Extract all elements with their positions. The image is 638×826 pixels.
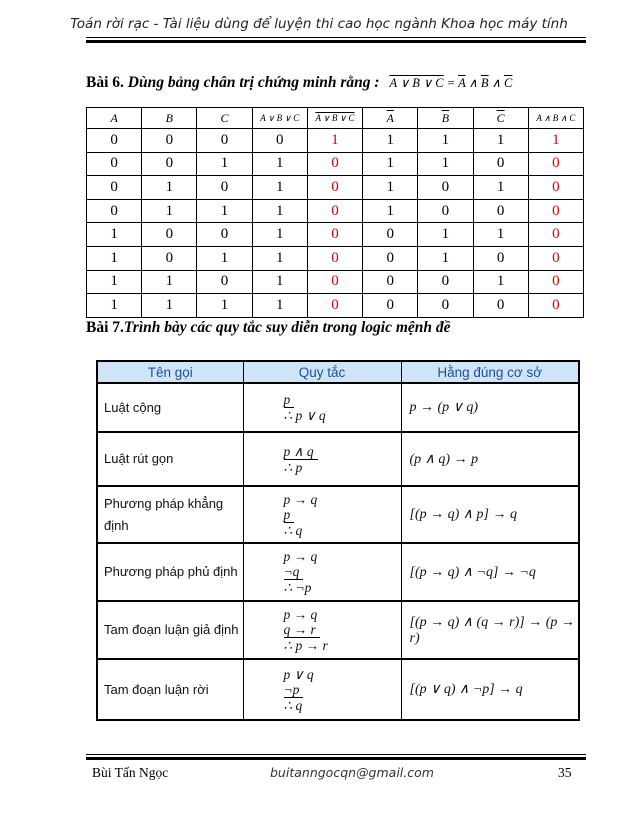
truth-table-cell: 0 <box>473 199 528 223</box>
exercise-6-text: Dùng bảng chân trị chứng minh rằng : <box>127 74 380 91</box>
truth-table-cell: 0 <box>307 176 362 200</box>
rules-row <box>97 432 579 486</box>
truth-header-not-b <box>418 108 473 129</box>
rule-premise: p → q <box>283 491 318 507</box>
rules-header-name: Tên gọi <box>97 361 243 383</box>
rule-name: Tam đoạn luận giả định <box>97 601 243 659</box>
rule-tautology: p → (p ∨ q) <box>401 383 579 432</box>
truth-header-and-nots: A ∧ B ∧ C <box>528 108 583 129</box>
truth-table-cell: 1 <box>528 129 583 153</box>
rules-row <box>97 543 579 601</box>
rule-name: Phương pháp phủ định <box>97 543 243 601</box>
truth-table-row <box>87 270 584 294</box>
rule-inference <box>243 383 401 432</box>
page-header-title: Toán rời rạc - Tài liệu dùng để luyện thi cao học ngành Khoa học máy tính <box>70 16 568 32</box>
truth-table-cell: 1 <box>142 199 197 223</box>
truth-table-row <box>87 246 584 270</box>
exercise-7-text: Trình bày các quy tắc suy diễn trong logic mệnh đề <box>123 319 451 336</box>
truth-header-a: A <box>87 108 142 129</box>
truth-table-cell: 0 <box>307 246 362 270</box>
rules-header-row <box>97 361 579 383</box>
truth-table-cell: 1 <box>197 199 252 223</box>
truth-table-cell: 0 <box>528 223 583 247</box>
truth-table-cell: 1 <box>197 294 252 318</box>
rule-inference <box>243 601 401 659</box>
truth-table-cell: 1 <box>418 223 473 247</box>
truth-table-header-row <box>87 108 584 129</box>
exercise-6-formula <box>389 76 512 90</box>
footer-divider-thick <box>86 757 586 760</box>
rule-tautology: [(p → q) ∧ (q → r)] → (p → r) <box>401 601 579 659</box>
rule-premise: q → r <box>284 622 320 638</box>
footer-divider <box>86 754 586 755</box>
rule-inference <box>243 659 401 720</box>
truth-table-cell: 1 <box>87 294 142 318</box>
rule-tautology: [(p → q) ∧ ¬q] → ¬q <box>401 543 579 601</box>
truth-table-cell: 0 <box>528 246 583 270</box>
truth-header-b: B <box>142 108 197 129</box>
truth-table-cell: 1 <box>197 152 252 176</box>
rule-conclusion: ∴ q <box>283 697 303 713</box>
truth-table-cell: 1 <box>252 176 307 200</box>
truth-table-cell: 0 <box>142 152 197 176</box>
truth-table-cell: 1 <box>252 152 307 176</box>
formula-rhs-c: $\overline{C}$ <box>503 76 513 90</box>
rules-row <box>97 486 579 543</box>
truth-table-row <box>87 199 584 223</box>
exercise-6-label: Bài 6. <box>86 74 124 91</box>
truth-table-cell: 1 <box>142 176 197 200</box>
truth-table-cell: 0 <box>418 176 473 200</box>
rule-name: Luật rút gọn <box>97 432 243 486</box>
truth-table-cell: 0 <box>87 129 142 153</box>
truth-table-cell: 0 <box>307 199 362 223</box>
formula-and-1: ∧ <box>465 76 481 90</box>
rules-header-tautology: Hằng đúng cơ sở <box>401 361 579 383</box>
truth-table-cell: 0 <box>307 294 362 318</box>
rule-tautology: [(p ∨ q) ∧ ¬p] → q <box>401 659 579 720</box>
rules-row <box>97 601 579 659</box>
truth-table-cell: 0 <box>307 223 362 247</box>
truth-table-cell: 0 <box>142 246 197 270</box>
truth-table-cell: 0 <box>528 294 583 318</box>
truth-table-cell: 1 <box>473 223 528 247</box>
truth-header-or: A ∨ B ∨ C <box>252 108 307 129</box>
truth-table-cell: 0 <box>307 270 362 294</box>
rule-inference <box>243 543 401 601</box>
truth-table-cell: 1 <box>473 176 528 200</box>
truth-table-cell: 0 <box>528 199 583 223</box>
truth-table-cell: 0 <box>87 152 142 176</box>
truth-table-cell: 0 <box>528 270 583 294</box>
rule-premise: p → q <box>283 607 318 622</box>
truth-header-not-or-text: A ∨ B ∨ C <box>315 112 355 123</box>
footer-page-number: 35 <box>558 765 572 780</box>
formula-rhs-a: $\overline{A}$ <box>458 76 466 90</box>
truth-table-cell: 1 <box>363 176 418 200</box>
truth-table-cell: 1 <box>473 129 528 153</box>
rule-premise: p <box>284 507 295 523</box>
truth-header-not-a-text: $\overline{A}$ <box>386 110 394 125</box>
rule-conclusion: ∴ q <box>283 522 303 538</box>
truth-header-not-b-text: $\overline{B}$ <box>441 110 450 125</box>
truth-table-cell: 1 <box>473 270 528 294</box>
truth-table-cell: 0 <box>142 129 197 153</box>
truth-table-cell: 0 <box>252 129 307 153</box>
truth-table-row <box>87 223 584 247</box>
truth-table-cell: 1 <box>87 270 142 294</box>
truth-table-cell: 0 <box>197 223 252 247</box>
truth-table-cell: 1 <box>87 246 142 270</box>
header-divider <box>86 37 586 38</box>
truth-table-cell: 1 <box>418 129 473 153</box>
rule-name: Phương pháp khẳng định <box>97 486 243 543</box>
truth-table-row <box>87 176 584 200</box>
formula-equals: = <box>443 76 459 90</box>
truth-table-cell: 0 <box>473 294 528 318</box>
truth-table-cell: 0 <box>528 176 583 200</box>
truth-table-cell: 1 <box>418 246 473 270</box>
truth-table-cell: 0 <box>87 199 142 223</box>
truth-table-cell: 1 <box>363 199 418 223</box>
truth-header-not-a <box>363 108 418 129</box>
rule-tautology: (p ∧ q) → p <box>401 432 579 486</box>
rule-tautology: [(p → q) ∧ p] → q <box>401 486 579 543</box>
truth-table-cell: 0 <box>197 129 252 153</box>
truth-table-cell: 0 <box>197 176 252 200</box>
truth-table-cell: 1 <box>142 270 197 294</box>
truth-table-cell: 0 <box>363 270 418 294</box>
rule-premise: p <box>284 392 295 408</box>
truth-header-c: C <box>197 108 252 129</box>
rule-name: Luật cộng <box>97 383 243 432</box>
footer-email: buitanngocqn@gmail.com <box>270 765 434 780</box>
truth-header-not-or <box>307 108 362 129</box>
truth-table-cell: 1 <box>142 294 197 318</box>
truth-table-cell: 0 <box>418 270 473 294</box>
rule-premise: ¬q <box>284 564 304 580</box>
formula-rhs-b: $\overline{B}$ <box>480 76 489 90</box>
rule-conclusion: ∴ ¬p <box>283 580 312 595</box>
truth-table-cell: 0 <box>418 294 473 318</box>
truth-table-cell: 0 <box>197 270 252 294</box>
truth-table-cell: 1 <box>87 223 142 247</box>
truth-table-cell: 0 <box>363 294 418 318</box>
truth-header-not-c <box>473 108 528 129</box>
exercise-7-heading <box>86 319 451 337</box>
rule-conclusion: ∴ p → r <box>283 638 328 653</box>
truth-table-row <box>87 152 584 176</box>
truth-table-cell: 1 <box>363 152 418 176</box>
truth-table-row <box>87 129 584 153</box>
rule-name: Tam đoạn luận rời <box>97 659 243 720</box>
truth-table-cell: 0 <box>473 152 528 176</box>
truth-table-cell: 1 <box>307 129 362 153</box>
truth-table-cell: 0 <box>363 223 418 247</box>
truth-table-row <box>87 294 584 318</box>
formula-and-2: ∧ <box>488 76 504 90</box>
rule-inference <box>243 486 401 543</box>
truth-table-cell: 0 <box>418 199 473 223</box>
rule-premise: ¬p <box>284 682 304 698</box>
truth-table-cell: 1 <box>252 223 307 247</box>
rules-row <box>97 659 579 720</box>
truth-table-cell: 1 <box>252 199 307 223</box>
rule-premise: p ∨ q <box>283 666 314 682</box>
rule-conclusion: ∴ p <box>283 459 303 475</box>
exercise-6-heading <box>86 74 512 92</box>
truth-table-cell: 0 <box>473 246 528 270</box>
truth-table-cell: 1 <box>418 152 473 176</box>
truth-table-cell: 1 <box>197 246 252 270</box>
truth-table-cell: 1 <box>363 129 418 153</box>
footer-author: Bùi Tấn Ngọc <box>92 765 169 780</box>
truth-table <box>86 107 584 318</box>
header-divider-thick <box>86 40 586 43</box>
rules-header-rule: Quy tắc <box>243 361 401 383</box>
formula-lhs: A ∨ B ∨ C <box>389 76 444 90</box>
truth-header-not-c-text: $\overline{C}$ <box>496 110 505 125</box>
truth-table-cell: 0 <box>307 152 362 176</box>
truth-table-cell: 0 <box>363 246 418 270</box>
truth-table-cell: 1 <box>252 294 307 318</box>
truth-table-cell: 0 <box>87 176 142 200</box>
rules-row <box>97 383 579 432</box>
truth-table-cell: 1 <box>252 246 307 270</box>
truth-table-cell: 0 <box>528 152 583 176</box>
truth-table-cell: 1 <box>252 270 307 294</box>
truth-table-cell: 0 <box>142 223 197 247</box>
inference-rules-table <box>96 360 580 721</box>
exercise-7-label: Bài 7. <box>86 319 124 336</box>
rule-premise: p → q <box>283 549 318 564</box>
rule-conclusion: ∴ p ∨ q <box>283 408 326 423</box>
rule-premise: p ∧ q <box>284 444 318 460</box>
rule-inference <box>243 432 401 486</box>
